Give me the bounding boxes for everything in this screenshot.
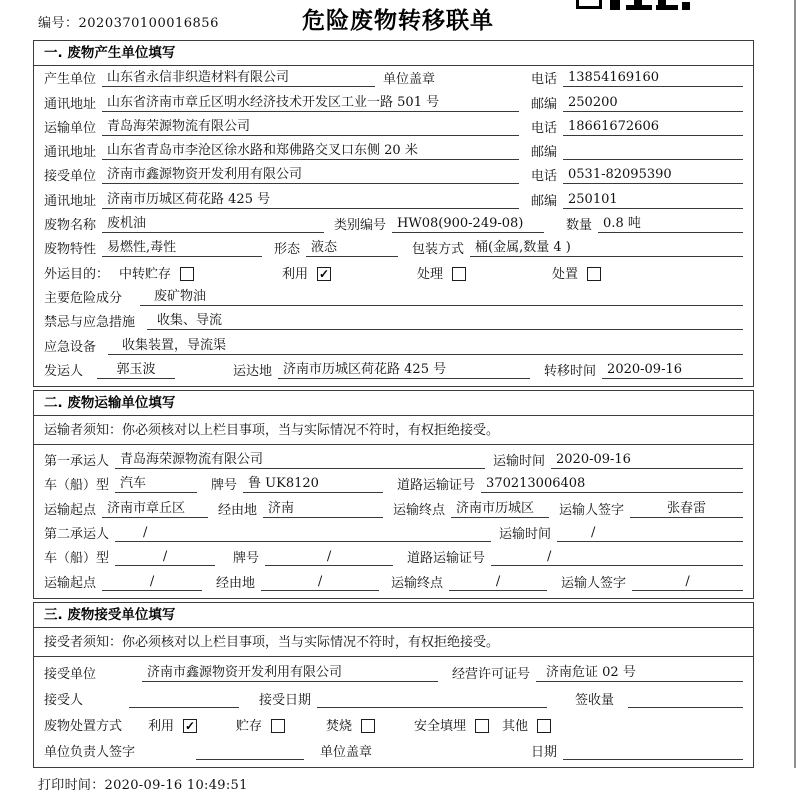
- field-value: 张春雷: [630, 497, 743, 518]
- field-value: 鲁 UK8120: [243, 472, 383, 493]
- form-row: [34, 285, 753, 309]
- transporter-notice: 运输者须知：你必须核对以上栏目事项，当与实际情况不符时，有权拒绝接受。: [34, 416, 753, 445]
- field-value: 汽车: [115, 472, 197, 493]
- checkbox-item: [326, 715, 414, 734]
- field-label: 单位盖章: [320, 744, 373, 760]
- print-time: [38, 774, 796, 793]
- field-label: 接受单位: [44, 169, 97, 185]
- field-label: 禁忌与应急措施: [44, 315, 136, 331]
- field-label: 邮编: [531, 145, 558, 161]
- checkbox-icon: ✓: [319, 266, 330, 281]
- checkbox-icon: [452, 267, 466, 281]
- field-label: 车（船）型: [44, 551, 110, 567]
- field-value: 18661672606: [563, 119, 743, 136]
- field-value: 济南市鑫源物资开发利用有限公司: [102, 163, 519, 184]
- checkbox-label: 中转贮存: [119, 266, 172, 282]
- field-value: [196, 758, 304, 760]
- manifest-number-value: 2020370100016856: [78, 16, 219, 31]
- field-label: 运输时间: [492, 454, 545, 470]
- field-value: /: [115, 549, 215, 566]
- form-row: [34, 496, 753, 520]
- field-label: 主要危险成分: [44, 290, 123, 306]
- field-label: 通讯地址: [44, 145, 97, 161]
- checkbox-label: 利用: [148, 718, 175, 734]
- field-value: 郭玉波: [97, 358, 175, 379]
- checkbox-label: 其他: [502, 718, 529, 734]
- field-value: 青岛海荣源物流有限公司: [102, 115, 519, 136]
- field-label: 电话: [531, 169, 558, 185]
- field-label: 经由地: [216, 575, 256, 591]
- field-value: /: [261, 574, 379, 591]
- field-label: 产生单位: [44, 72, 97, 88]
- field-value: /: [102, 574, 202, 591]
- field-value: [563, 758, 743, 760]
- field-label: 经营许可证号: [452, 666, 531, 682]
- form-row: [34, 212, 753, 236]
- field-value: 济南危证 02 号: [536, 661, 743, 682]
- section-transporter-title: 二. 废物运输单位填写: [34, 391, 753, 416]
- receiver-notice: 接受者须知：你必须核对以上栏目事项，当与实际情况不符时，有权拒绝接受。: [34, 628, 753, 657]
- form-row: [34, 545, 753, 569]
- checkbox-item: [417, 263, 552, 282]
- checkbox-icon: [271, 719, 285, 733]
- field-label: 运输终点: [391, 575, 444, 591]
- field-label: 数量: [566, 218, 593, 234]
- field-value: 废机油: [102, 212, 324, 233]
- field-value: 250200: [563, 95, 743, 112]
- field-label: 通讯地址: [44, 193, 97, 209]
- field-value: 济南市历城区: [451, 497, 549, 518]
- checkbox-item: [414, 715, 502, 734]
- form-row: [34, 66, 753, 90]
- document-header: [0, 0, 796, 40]
- field-value: [563, 158, 743, 160]
- field-label: 电话: [531, 72, 558, 88]
- field-label: 日期: [531, 744, 558, 760]
- form-row: [34, 236, 753, 260]
- field-value: 桶(金属,数量 4 ): [470, 236, 743, 257]
- checkbox-item: [119, 263, 282, 282]
- field-value: 济南市历城区荷花路 425 号: [102, 188, 519, 209]
- field-value: 济南市历城区荷花路 425 号: [278, 358, 530, 379]
- form-row: [34, 685, 753, 711]
- field-value: /: [632, 574, 743, 591]
- form-row: [34, 115, 753, 139]
- field-label: 接受日期: [259, 692, 312, 708]
- checkbox-icon: [180, 267, 194, 281]
- form-row-checkboxes: [34, 260, 753, 284]
- field-label: 运输时间: [498, 527, 551, 543]
- field-label: 邮编: [531, 96, 558, 112]
- form-row: [34, 659, 753, 685]
- form-row: [34, 569, 753, 593]
- field-label: 包装方式: [412, 242, 465, 258]
- field-value: /: [265, 549, 393, 566]
- checkbox-label: 处置: [552, 266, 579, 282]
- field-value: 山东省永信非织造材料有限公司: [102, 66, 375, 87]
- field-value: 济南市鑫源物资开发利用有限公司: [142, 661, 438, 682]
- field-label: 运输单位: [44, 120, 97, 136]
- field-value: /: [557, 525, 743, 542]
- field-label: 牌号: [211, 478, 238, 494]
- checkbox-icon: [475, 719, 489, 733]
- print-time-value: 2020-09-16 10:49:51: [104, 777, 248, 793]
- field-label: 单位盖章: [383, 72, 436, 88]
- field-value: 250101: [563, 192, 743, 209]
- form-row-checkboxes: [34, 711, 753, 737]
- print-time-label: 打印时间：: [38, 777, 105, 793]
- manifest-number-label: 编号：: [38, 16, 79, 31]
- qr-code-partial-icon: [576, 0, 690, 11]
- field-value: 废矿物油: [140, 285, 743, 306]
- field-label: 通讯地址: [44, 96, 97, 112]
- form-row: [34, 472, 753, 496]
- field-value: 2020-09-16: [551, 452, 743, 469]
- checkbox-item: [236, 715, 326, 734]
- field-value: 0531-82095390: [563, 167, 743, 184]
- checkbox-label: 贮存: [236, 718, 263, 734]
- field-label: 废物特性: [44, 242, 97, 258]
- field-label: 电话: [531, 120, 558, 136]
- field-value: /: [115, 525, 491, 542]
- field-value: 0.8 吨: [598, 212, 743, 233]
- manifest-number: [38, 12, 219, 31]
- field-label: 运输终点: [393, 502, 446, 518]
- checkbox-label: 利用: [282, 266, 309, 282]
- form-row: [34, 448, 753, 472]
- field-value: [317, 706, 547, 708]
- field-label: 经由地: [218, 502, 258, 518]
- form-row: [34, 737, 753, 763]
- section-transporter: [33, 390, 754, 599]
- field-label: 接受人: [44, 692, 84, 708]
- form-row: [34, 521, 753, 545]
- field-label: 道路运输证号: [407, 551, 486, 567]
- field-value: 济南: [263, 497, 383, 518]
- form-row: [34, 90, 753, 114]
- form-row: [34, 309, 753, 333]
- field-label: 单位负责人签字: [44, 744, 136, 760]
- field-value: 液态: [306, 236, 398, 257]
- field-label: 应急设备: [44, 339, 97, 355]
- page-title: 危险废物转移联单: [302, 8, 494, 34]
- field-value: 青岛海荣源物流有限公司: [115, 448, 485, 469]
- field-value: /: [449, 574, 547, 591]
- field-value: 2020-09-16: [602, 362, 743, 379]
- field-label: 第一承运人: [44, 454, 110, 470]
- field-value: /: [491, 549, 743, 566]
- section-producer-title: 一. 废物产生单位填写: [34, 41, 753, 66]
- checkbox-icon: [587, 267, 601, 281]
- field-label: 外运目的：: [44, 266, 110, 282]
- field-value: [129, 706, 239, 708]
- field-label: 运输起点: [44, 575, 97, 591]
- field-label: 废物处置方式: [44, 718, 123, 734]
- checkbox-item: [552, 263, 601, 282]
- checkbox-label: 安全填埋: [414, 718, 467, 734]
- field-label: 接受单位: [44, 666, 97, 682]
- field-label: 第二承运人: [44, 527, 110, 543]
- section-receiver: [33, 602, 754, 768]
- field-value: 山东省济南市章丘区明水经济技术开发区工业一路 501 号: [102, 91, 519, 112]
- checkbox-item: [502, 715, 551, 734]
- form-row: [34, 163, 753, 187]
- form-row: [34, 187, 753, 211]
- field-value: 收集装置，导流渠: [108, 334, 743, 355]
- field-label: 发运人: [44, 363, 84, 379]
- field-value: 易燃性,毒性: [102, 236, 262, 257]
- checkbox-item: [282, 263, 417, 282]
- section-receiver-title: 三. 废物接受单位填写: [34, 603, 753, 628]
- field-label: 牌号: [233, 551, 260, 567]
- checkbox-icon: [361, 719, 375, 733]
- field-label: 运输人签字: [559, 502, 625, 518]
- field-value: 370213006408: [481, 476, 743, 493]
- field-label: 邮编: [531, 193, 558, 209]
- field-value: 收集、导流: [147, 309, 743, 330]
- checkbox-icon: ✓: [185, 718, 196, 733]
- section-producer: [33, 40, 754, 387]
- checkbox-icon: [537, 719, 551, 733]
- field-label: 车（船）型: [44, 478, 110, 494]
- field-value: HW08(900-249-08): [392, 216, 544, 233]
- field-label: 运达地: [233, 363, 273, 379]
- field-label: 道路运输证号: [397, 478, 476, 494]
- checkbox-item: [148, 715, 236, 734]
- field-value: 山东省青岛市李沧区徐水路和郑佛路交叉口东侧 20 米: [102, 139, 519, 160]
- form-row: [34, 333, 753, 357]
- form-row: [34, 139, 753, 163]
- checkbox-label: 焚烧: [326, 718, 353, 734]
- form-row: [34, 358, 753, 382]
- field-label: 运输起点: [44, 502, 97, 518]
- field-label: 废物名称: [44, 218, 97, 234]
- field-label: 转移时间: [544, 363, 597, 379]
- field-value: [628, 706, 743, 708]
- field-value: 济南市章丘区: [102, 497, 208, 518]
- field-label: 形态: [274, 242, 301, 258]
- field-label: 运输人签字: [561, 575, 627, 591]
- field-value: 13854169160: [563, 70, 743, 87]
- field-label: 类别编号: [334, 218, 387, 234]
- checkbox-label: 处理: [417, 266, 444, 282]
- field-label: 签收量: [575, 692, 615, 708]
